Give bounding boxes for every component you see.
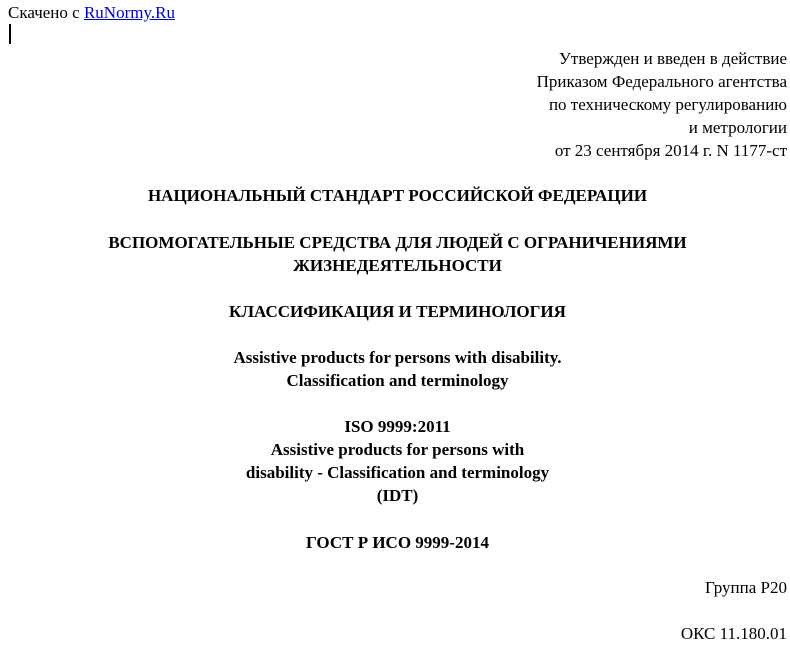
classification-title [0, 300, 790, 323]
subject-title-line: ЖИЗНЕДЕЯТЕЛЬНОСТИ [293, 256, 502, 275]
gost-designation-text: ГОСТ Р ИСО 9999-2014 [306, 533, 489, 552]
iso-reference-line: Assistive products for persons with [270, 440, 525, 459]
iso-reference [0, 415, 790, 507]
iso-reference-line: (IDT) [376, 486, 419, 505]
approval-line: и метрологии [688, 118, 787, 137]
approval-block [537, 47, 787, 162]
standard-title [0, 184, 790, 207]
source-line [8, 3, 175, 23]
group-code: Группа Р20 [705, 578, 787, 597]
standard-title-text: НАЦИОНАЛЬНЫЙ СТАНДАРТ РОССИЙСКОЙ ФЕДЕРАЦИИ [147, 186, 648, 205]
source-prefix: Скачено с [8, 3, 84, 22]
approval-line: Приказом Федерального агентства [536, 72, 787, 91]
english-title-line: Assistive products for persons with disability. [233, 348, 562, 367]
oks-code: ОКС 11.180.01 [680, 624, 787, 643]
subject-title [0, 231, 790, 277]
gost-designation [0, 531, 790, 554]
approval-line: по техническому регулированию [548, 95, 787, 114]
iso-reference-line: ISO 9999:2011 [344, 417, 451, 436]
text-cursor [9, 24, 11, 44]
english-title-line: Classification and terminology [286, 371, 509, 390]
classification-title-text: КЛАССИФИКАЦИЯ И ТЕРМИНОЛОГИЯ [229, 302, 566, 321]
approval-line: Утвержден и введен в действие [558, 49, 787, 68]
subject-title-line: ВСПОМОГАТЕЛЬНЫЕ СРЕДСТВА ДЛЯ ЛЮДЕЙ С ОГРАНИЧЕНИЯМИ [108, 233, 687, 252]
approval-line: от 23 сентября 2014 г. N 1177-ст [554, 141, 787, 160]
english-title [0, 346, 790, 392]
iso-reference-line: disability - Classification and terminology [245, 463, 550, 482]
runormy-link[interactable]: RuNormy.Ru [83, 3, 175, 22]
